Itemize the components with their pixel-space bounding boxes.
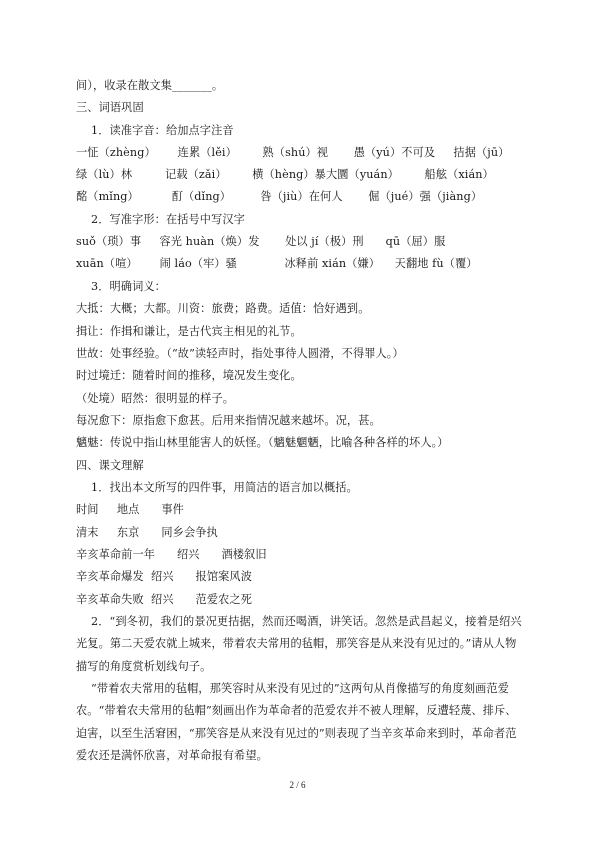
pinyin-row: 酩（mǐng） 酊（dǐng） 咎（jiù）在何人 倔（jué）强（jiàng） [76, 190, 483, 203]
definition-line: 时过境迁：随着时间的推移，境况发生变化。 [76, 369, 302, 382]
definition-line: 世故：处事经验。（“故”读轻声时，指处事待人圆滑，不得罪人。） [76, 347, 404, 360]
subsection-heading: 2．写准字形：在括号中写汉字 [91, 213, 245, 226]
subsection-heading: 3．明确词义： [91, 280, 166, 293]
question-line: 2．“到冬初，我们的景况更拮据，然而还喝酒，讲笑话。忽然是武昌起义，接着是绍兴 [91, 615, 522, 628]
text-line: 间），收录在散文集_______。 [76, 79, 224, 92]
question-line: 描写的角度赏析划线句子。 [76, 660, 212, 673]
answer-line: 爱农还是满怀欣喜，对革命报有希望。 [76, 749, 268, 762]
character-row: suǒ（琐）事 容光 huàn（焕）发 处以 jí（极）刑 qū（屈）服 [76, 235, 446, 248]
events-header-row: 时间 地点 事件 [76, 503, 184, 516]
answer-line: “带着农夫常用的毡帽，那笑容时从来没有见过的”这两句从肖像描写的角度刻画范爱 [91, 682, 509, 695]
definition-line: 揖让：作揖和谦让，是古代宾主相见的礼节。 [76, 325, 302, 338]
pinyin-row: 一怔（zhèng） 连累（lěi） 熟（shú）视 愚（yú）不可及 拮据（jū） [76, 146, 510, 159]
page-number: 2 / 6 [289, 780, 306, 790]
subsection-heading: 1．读准字音：给加点字注音 [91, 124, 234, 137]
events-row: 清末 东京 同乡会争执 [76, 526, 218, 539]
section-heading: 四、课文理解 [76, 459, 144, 472]
character-row: xuān（喧） 闹 láo（牢）骚 冰释前 xián（嫌） 天翻地 fù（覆） [76, 257, 478, 270]
events-row: 辛亥革命前一年 绍兴 酒楼叙旧 [76, 548, 267, 561]
events-row: 辛亥革命爆发 绍兴 报馆案风波 [76, 570, 252, 583]
events-row: 辛亥革命失败 绍兴 范爱农之死 [76, 593, 252, 606]
question-line: 光复。第二天爱农就上城来，带着农夫常用的毡帽，那笑容是从来没有见过的。”请从人物 [76, 637, 517, 650]
section-heading: 三、词语巩固 [76, 101, 144, 114]
answer-line: 迫害，以至生活窘困，“那笑容是从来没有见过的”则表现了当辛亥革命来到时，革命者范 [76, 727, 517, 740]
definition-line: 每况愈下：原指愈下愈甚。后用来指情况越来越坏。况，甚。 [76, 414, 381, 427]
pinyin-row: 绿（lù）林 记载（zǎi） 横（hèng）暴大圜（yuán） 船舷（xián） [76, 168, 494, 181]
answer-line: 农。“带着农夫常用的毡帽”刻画出作为革命者的范爱农并不被人理解，反遭轻蔑、排斥、 [76, 704, 517, 717]
definition-line: （处境）昭然：很明显的样子。 [76, 392, 235, 405]
question-line: 1．找出本文所写的四件事，用简洁的语言加以概括。 [91, 481, 358, 494]
definition-line: 魑魅：传说中指山林里能害人的妖怪。（魑魅魍魉，比喻各种各样的坏人。） [76, 436, 449, 449]
definition-line: 大抵：大概；大都。川资：旅费；路费。适值：恰好遇到。 [76, 302, 370, 315]
